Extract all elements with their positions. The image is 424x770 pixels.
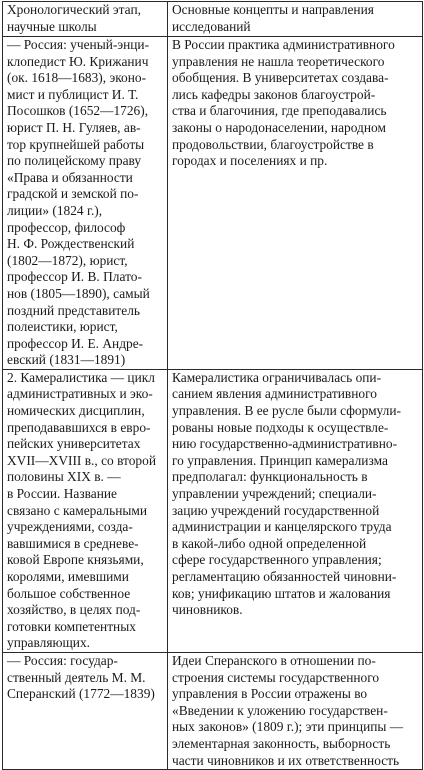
text-line: вавшимися в средневе- xyxy=(7,535,139,551)
text-line: управляющих. xyxy=(7,635,91,651)
text-line: Камералистика ограничивалась опи- xyxy=(172,369,382,385)
row-3-stage-cell xyxy=(3,652,168,769)
text-line: (ок. 1618—1683), эконо- xyxy=(7,70,147,86)
text-line: 2. Камералистика — цикл xyxy=(7,369,155,385)
text-line: градской и земской по- xyxy=(7,186,139,202)
text-line: по полицейскому праву xyxy=(7,153,142,169)
text-line: Идеи Сперанского в отношении по- xyxy=(172,652,376,668)
text-line: учреждениями, созда- xyxy=(7,519,133,535)
text-line: администрации и канцелярского труда xyxy=(172,519,392,535)
text-line: евский (1831—1891) xyxy=(7,352,126,368)
text-line: мист и публицист И. Т. xyxy=(7,86,139,102)
history-concepts-table xyxy=(2,1,423,770)
table-row xyxy=(3,369,423,652)
text-line: профессор И. В. Плато- xyxy=(7,269,142,285)
text-line: В России практика административного xyxy=(172,37,395,52)
text-line: большое собственное xyxy=(7,585,131,601)
text-line: XVII—XVIII в., со второй xyxy=(7,452,156,468)
text-line: городах и поселениях и пр. xyxy=(172,153,328,169)
text-line: в какой-либо одной определенной xyxy=(172,535,367,551)
text-line: управления в России отражены во xyxy=(172,686,368,702)
text-line: преподававшихся в евро- xyxy=(7,419,151,435)
text-line: половины XIX в. — xyxy=(7,469,121,485)
header-line: Хронологический этап, xyxy=(7,2,141,17)
row-1-stage-cell xyxy=(3,37,168,370)
text-line: ков; унификацию штатов и жалования xyxy=(172,585,391,601)
text-line: Н. Ф. Рождественский xyxy=(7,236,135,252)
text-line: сфере государственного управления; xyxy=(172,552,382,568)
table-header-row xyxy=(3,2,423,37)
text-line: управлении учреждений; специали- xyxy=(172,486,377,502)
text-line: «Введении к уложению государствен- xyxy=(172,702,388,718)
text-line: — Россия: ученый-энци- xyxy=(7,37,150,52)
text-line: пейских университетах xyxy=(7,436,141,452)
text-line: лись кафедры законов благоустрой- xyxy=(172,86,376,102)
text-line: законы о народонаселении, народном xyxy=(172,119,386,135)
text-line: юрист П. Н. Гуляев, ав- xyxy=(7,119,141,135)
text-line: Сперанский (1772—1839) xyxy=(7,686,155,702)
header-line: Основные концепты и направления xyxy=(172,2,374,17)
text-line: профессор И. Е. Андре- xyxy=(7,335,144,351)
table-row xyxy=(3,652,423,769)
text-line: в России. Название xyxy=(7,486,117,502)
text-line: продовольствии, благоустройстве в xyxy=(172,136,374,152)
text-line: предполагал: функциональность в xyxy=(172,469,368,485)
text-line: го управления. Принцип камерализма xyxy=(172,452,388,468)
text-line: управления. В ее русле были сформули- xyxy=(172,403,401,419)
row-1-concepts-cell xyxy=(168,37,423,370)
text-line: элементарная законность, выборность xyxy=(172,735,391,751)
text-line: части чиновников и их ответственность xyxy=(172,752,400,768)
header-line: исследований xyxy=(172,18,251,34)
header-cell-stage xyxy=(3,2,168,37)
text-line: (1802—1872), юрист, xyxy=(7,252,128,268)
text-line: ственный деятель М. М. xyxy=(7,669,146,685)
text-line: рованы новые подходы к осуществле- xyxy=(172,419,389,435)
text-line: хозяйство, в целях под- xyxy=(7,602,141,618)
text-line: чиновников. xyxy=(172,602,243,618)
text-line: управления не нашла теоретического xyxy=(172,53,385,69)
text-line: связано с камеральными xyxy=(7,502,147,518)
text-line: ковой Европе князьями, xyxy=(7,552,144,568)
header-cell-concepts xyxy=(168,2,423,37)
text-line: ных законов» (1809 г.); эти принципы — xyxy=(172,719,404,735)
text-line: полеистики, юрист, xyxy=(7,319,118,335)
text-line: лиции» (1824 г.), xyxy=(7,202,103,218)
text-line: административных и эко- xyxy=(7,386,153,402)
header-line: научные школы xyxy=(7,18,97,34)
text-line: королями, имевшими xyxy=(7,569,129,584)
text-line: нов (1805—1890), самый xyxy=(7,285,150,301)
text-line: — Россия: государ- xyxy=(7,652,118,668)
text-line: нию государственно-административно- xyxy=(172,436,398,452)
text-line: поздний представитель xyxy=(7,302,140,318)
text-line: «Права и обязанности xyxy=(7,169,133,185)
text-line: Посошков (1652—1726), xyxy=(7,103,149,119)
row-2-stage-cell xyxy=(3,369,168,652)
text-line: номических дисциплин, xyxy=(7,403,145,419)
row-3-concepts-cell xyxy=(168,652,423,769)
text-line: обобщения. В университетах создава- xyxy=(172,70,389,86)
text-line: зацию учреждений государственной xyxy=(172,502,380,518)
text-line: регламентацию обязанностей чиновни- xyxy=(172,569,397,584)
text-line: ства и благочиния, где преподавались xyxy=(172,103,387,119)
text-line: строения системы государственного xyxy=(172,669,380,685)
text-line: готовки компетентных xyxy=(7,618,136,634)
text-line: тор крупнейшей работы xyxy=(7,136,145,152)
text-line: санием явления административного xyxy=(172,386,377,402)
text-line: клопедист Ю. Крижанич xyxy=(7,53,149,69)
table-row xyxy=(3,37,423,370)
text-line: профессор, философ xyxy=(7,219,126,235)
row-2-concepts-cell xyxy=(168,369,423,652)
